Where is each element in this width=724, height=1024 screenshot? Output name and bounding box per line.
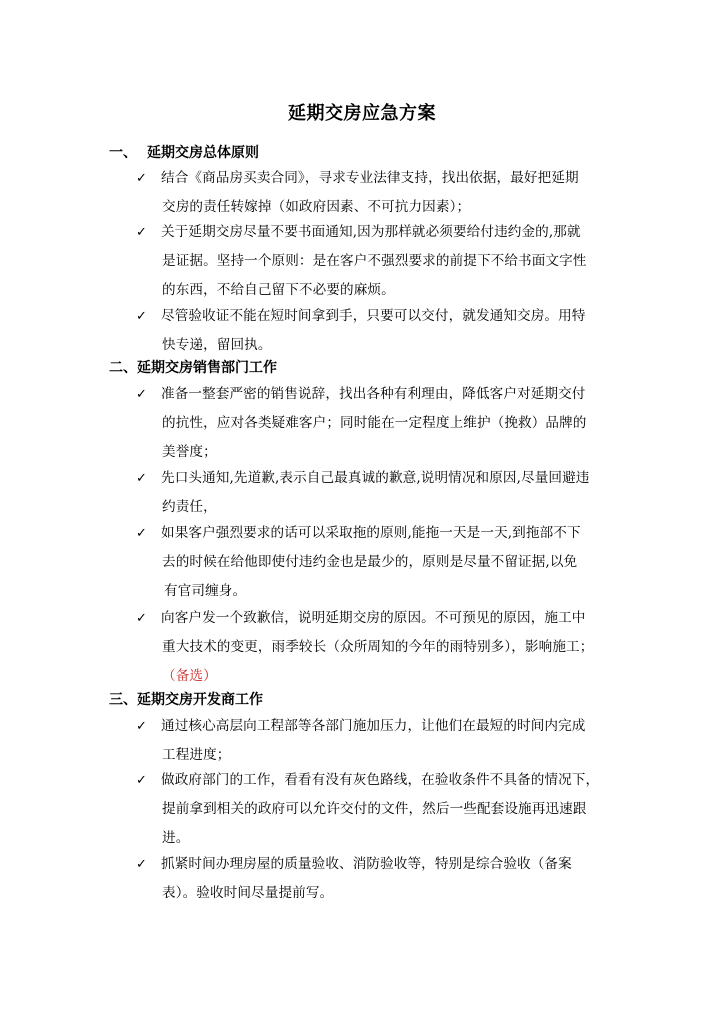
list-item xyxy=(136,464,636,522)
item-line: 约责任， xyxy=(162,499,217,515)
checkmark-icon: ✓ xyxy=(136,719,147,734)
item-line: 做政府部门的工作，看看有没有灰色路线，在验收条件不具备的情况下， xyxy=(161,772,600,788)
item-line: 尽管验收证不能在短时间拿到手，只要可以交付，就发通知交房。用特 xyxy=(161,308,586,324)
checkmark-icon: ✓ xyxy=(136,225,147,240)
list-item xyxy=(136,766,636,853)
item-line: 先口头通知,先道歉,表示自己最真诚的歉意,说明情况和原因,尽量回避违 xyxy=(161,470,590,486)
checkmark-icon: ✓ xyxy=(136,526,147,541)
checkmark-icon: ✓ xyxy=(136,773,147,788)
checkmark-icon: ✓ xyxy=(136,309,147,324)
item-line: 工程进度； xyxy=(162,747,231,763)
checkmark-icon: ✓ xyxy=(136,611,147,626)
section-heading-1 xyxy=(109,143,259,163)
item-line: 准备一整套严密的销售说辞，找出各种有利理由，降低客户对延期交付 xyxy=(161,386,586,402)
optional-note: （备选） xyxy=(162,668,217,684)
list-item xyxy=(136,712,636,770)
section-heading-2 xyxy=(109,358,277,378)
section-title: 延期交房总体原则 xyxy=(147,145,259,161)
item-line: 的东西，不给自己留下不必要的麻烦。 xyxy=(162,282,395,298)
checkmark-icon: ✓ xyxy=(136,471,147,486)
list-item xyxy=(136,218,636,305)
checkmark-icon: ✓ xyxy=(136,171,147,186)
document-title: 延期交房应急方案 xyxy=(288,103,436,124)
item-line: 去的时候在给他即使付违约金也是最少的，原则是尽量不留证据,以免 xyxy=(162,554,578,570)
item-line: 的抗性，应对各类疑难客户；同时能在一定程度上维护（挽救）品牌的 xyxy=(162,415,587,431)
item-line: 提前拿到相关的政府可以允许交付的文件，然后一些配套设施再迅速跟 xyxy=(162,801,587,817)
section-title: 延期交房开发商工作 xyxy=(137,692,263,708)
section-number: 三、 xyxy=(109,692,137,708)
section-title: 延期交房销售部门工作 xyxy=(137,360,277,376)
list-item xyxy=(136,519,636,606)
item-line: 进。 xyxy=(162,830,190,846)
item-line: 是证据。坚持一个原则：是在客户不强烈要求的前提下不给书面文字性 xyxy=(162,253,587,269)
item-line: 美誉度； xyxy=(162,444,217,460)
list-item xyxy=(136,850,636,908)
section-heading-3 xyxy=(109,690,263,710)
item-line: 关于延期交房尽量不要书面通知,因为那样就必须要给付违约金的,那就 xyxy=(161,224,581,240)
list-item xyxy=(136,604,636,691)
checkmark-icon: ✓ xyxy=(136,857,147,872)
item-line: 向客户发一个致歉信，说明延期交房的原因。不可预见的原因，施工中 xyxy=(161,610,586,626)
item-line: 结合《商品房买卖合同》，寻求专业法律支持，找出依据，最好把延期 xyxy=(161,170,579,186)
list-item xyxy=(136,380,636,467)
item-line: 如果客户强烈要求的话可以采取拖的原则,能拖一天是一天,到拖部不下 xyxy=(161,525,581,541)
list-item xyxy=(136,302,636,360)
item-line: 交房的责任转嫁掉（如政府因素、不可抗力因素）； xyxy=(162,199,471,215)
item-line: 快专递，留回执。 xyxy=(162,337,272,353)
item-line: 有官司缠身。 xyxy=(164,583,247,599)
checkmark-icon: ✓ xyxy=(136,387,147,402)
list-item xyxy=(136,164,636,222)
item-line: 抓紧时间办理房屋的质量验收、消防验收等，特别是综合验收（备案 xyxy=(161,856,572,872)
section-number: 一、 xyxy=(109,145,137,161)
item-line: 重大技术的变更，雨季较长（众所周知的今年的雨特别多），影响施工； xyxy=(162,639,594,655)
item-line: 通过核心高层向工程部等各部门施加压力，让他们在最短的时间内完成 xyxy=(161,718,586,734)
item-line: 表）。验收时间尽量提前写。 xyxy=(162,885,334,901)
section-number: 二、 xyxy=(109,360,137,376)
